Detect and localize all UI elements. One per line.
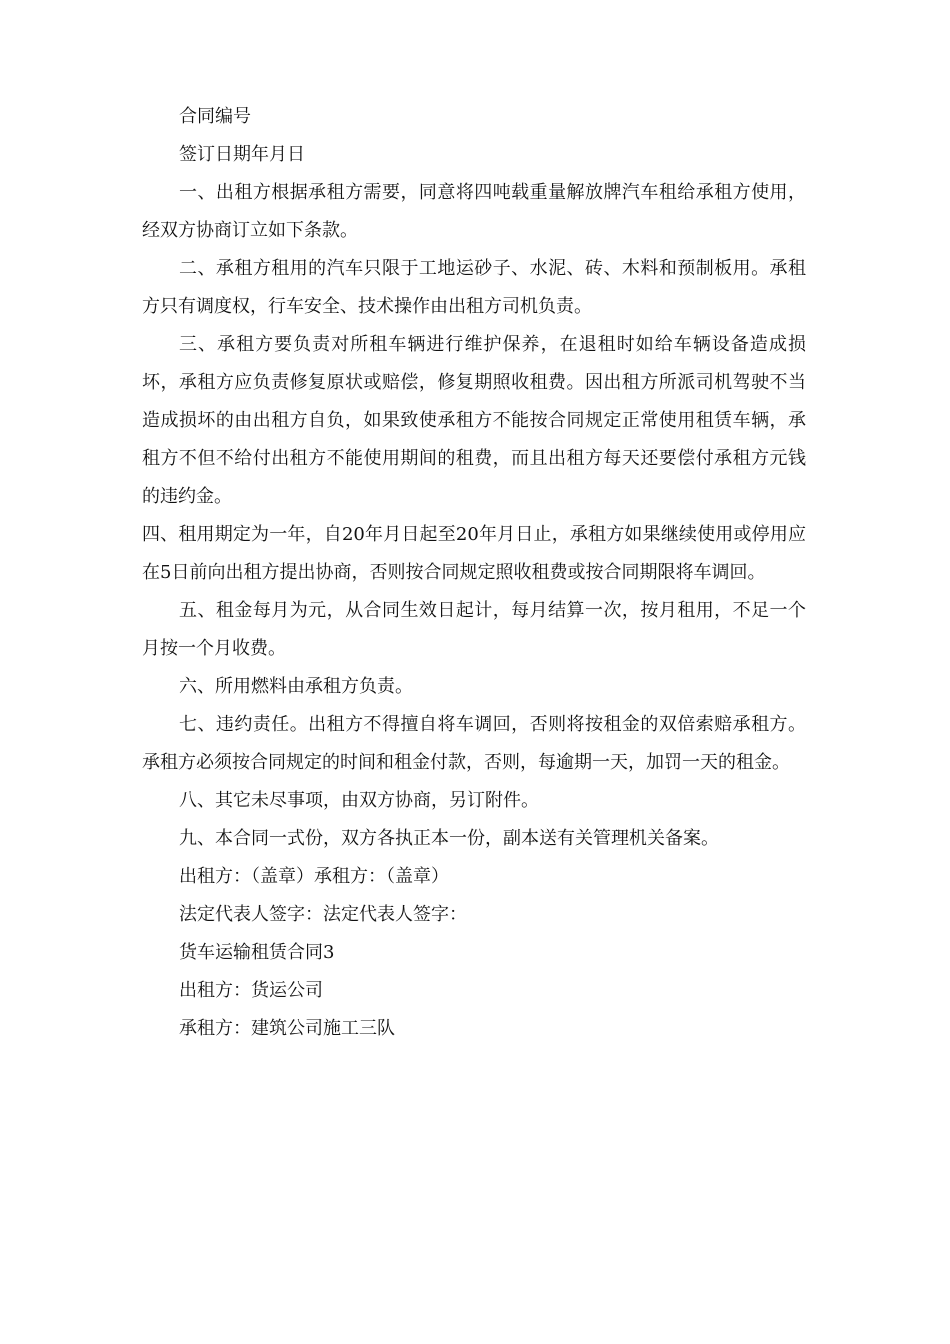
clause-5: 五、租金每月为元，从合同生效日起计，每月结算一次，按月租用，不足一个月按一个月收费。 xyxy=(142,600,806,659)
clause-7: 七、违约责任。出租方不得擅自将车调回，否则将按租金的双倍索赔承租方。承租方必须按合同规定的时间和租金付款，否则，每逾期一天，加罚一天的租金。 xyxy=(142,714,806,773)
lessee-line: 承租方：建筑公司施工三队 xyxy=(179,1018,395,1039)
seal-line: 出租方：（盖章）承租方：（盖章） xyxy=(179,866,449,887)
clause-4: 四、租用期定为一年，自20年月日起至20年月日止，承租方如果继续使用或停用应在5日前向出租方提出协商，否则按合同规定照收租费或按合同期限将车调回。 xyxy=(142,524,806,583)
clause-1: 一、出租方根据承租方需要，同意将四吨载重量解放牌汽车租给承租方使用，经双方协商订立如下条款。 xyxy=(142,182,806,241)
contract-title-3: 货车运输租赁合同3 xyxy=(179,942,335,963)
clause-2: 二、承租方租用的汽车只限于工地运砂子、水泥、砖、木料和预制板用。承租方只有调度权，行车安全、技术操作由出租方司机负责。 xyxy=(142,258,806,317)
lessor-line: 出租方：货运公司 xyxy=(179,980,323,1001)
clause-8: 八、其它未尽事项，由双方协商，另订附件。 xyxy=(179,790,539,811)
document-body xyxy=(142,98,806,1048)
contract-number-label: 合同编号 xyxy=(179,106,251,127)
clause-3: 三、承租方要负责对所租车辆进行维护保养，在退租时如给车辆设备造成损坏，承租方应负责修复原状或赔偿，修复期照收租费。因出租方所派司机驾驶不当造成损坏的由出租方自负，如果致使承租方不能按合同规定正常使用租赁车辆，承租方不但不给付出租方不能使用期间的租费，而且出租方每天还要偿付承租方元钱的违约金。 xyxy=(142,334,806,507)
signing-date-label: 签订日期年月日 xyxy=(179,144,305,165)
signature-line: 法定代表人签字：法定代表人签字： xyxy=(179,904,467,925)
clause-6: 六、所用燃料由承租方负责。 xyxy=(179,676,413,697)
clause-9: 九、本合同一式份，双方各执正本一份，副本送有关管理机关备案。 xyxy=(179,828,719,849)
